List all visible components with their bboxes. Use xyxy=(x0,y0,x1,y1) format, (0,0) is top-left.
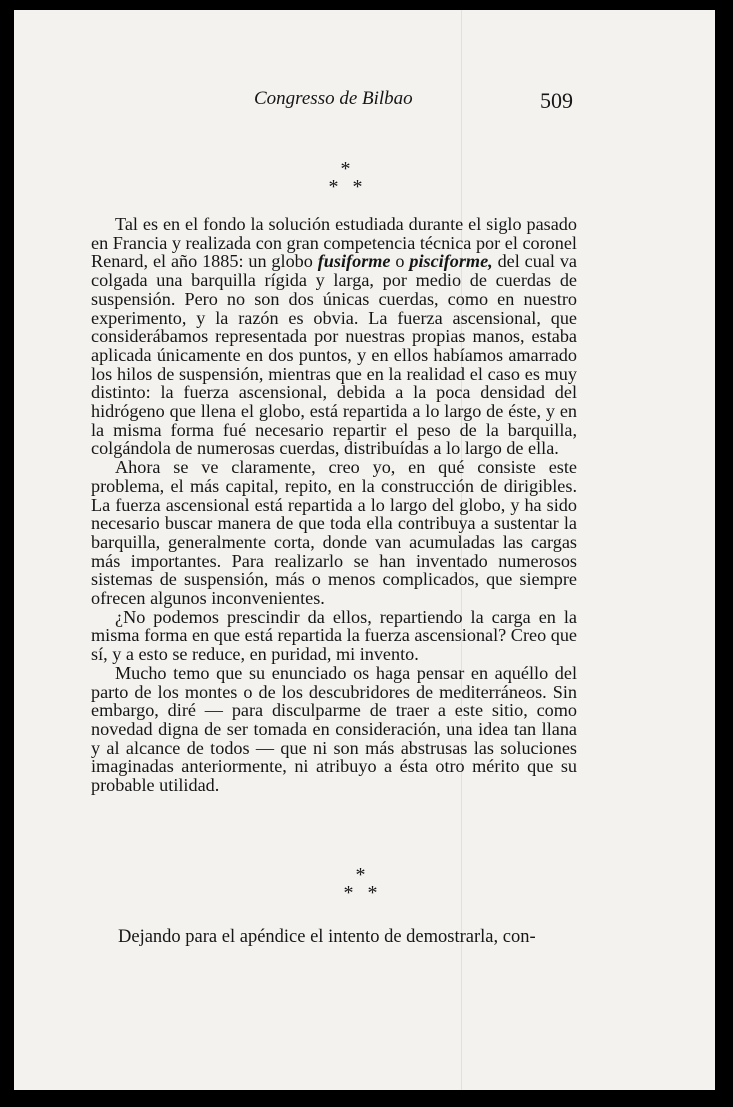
italic-term: fusiforme xyxy=(317,251,391,272)
italic-term: pisciforme, xyxy=(409,251,493,272)
asterism-top xyxy=(0,160,696,196)
asterism-star: * xyxy=(367,882,378,904)
body-text xyxy=(91,215,577,795)
asterism-star: * xyxy=(343,882,354,904)
asterism-star: * xyxy=(352,176,363,198)
asterism-star: * xyxy=(328,176,339,198)
paragraph-3: ¿No podemos prescindir da ellos, repartiendo la carga en la misma forma en que está repartida la fuerza ascensional? Creo que sí, y a esto se reduce, en puridad, mi invento. xyxy=(91,606,577,665)
running-title: Congresso de Bilbao xyxy=(254,88,413,109)
asterism-star: * xyxy=(355,864,366,886)
continuation-line: Dejando para el apéndice el intento de demostrarla, con- xyxy=(118,927,536,947)
paragraph-1: Tal es en el fondo la solución estudiada durante el siglo pasado en Francia y realizada con gran competencia técnica por el coronel Renard, el año 1885: un globo fusiforme o pisciforme, del cual va colgada una barquilla rígida y larga, por medio de cuerdas de suspensión. Pero no son dos únicas cuerdas, como en nuestro experimento, y la razón es obvia. La fuerza ascensional, que considerábamos representada por nuestras propias manos, estaba aplicada únicamente en dos puntos, y en ellos habíamos amarrado los hilos de suspensión, mientras que en la realidad el caso es muy distinto: la fuerza ascensional, debida a la poca densidad del hidrógeno que llena el globo, está repartida a lo largo de éste, y en la misma forma fué necesario repartir el peso de la barquilla, colgándola de numerosas cuerdas, distribuídas a lo largo de ella. xyxy=(91,214,578,459)
asterism-bottom xyxy=(10,866,711,902)
paragraph-4: Mucho temo que su enunciado os haga pensar en aquéllo del parto de los montes o de los descubridores de mediterráneos. Sin embargo, diré — para disculparme de traer a este sitio, como novedad digna de ser tomada en consideración, una idea tan llana y al alcance de todos — que ni son más abstrusas las soluciones imaginadas anteriormente, ni atribuyo a ésta otro mérito que su probable utilidad. xyxy=(91,662,577,796)
paragraph-2: Ahora se ve claramente, creo yo, en qué consiste este problema, el más capital, repito, en la construcción de dirigibles. La fuerza ascensional está repartida a lo largo del globo, y ha sido necesario buscar manera de que toda ella contribuya a sustentar la barquilla, generalmente corta, donde van acumuladas las cargas más importantes. Para realizarlo se han inventado numerosos sistemas de suspensión, más o menos complicados, que siempre ofrecen algunos inconvenientes. xyxy=(91,457,577,609)
asterism-star: * xyxy=(340,158,351,180)
page-number: 509 xyxy=(540,88,573,113)
book-page xyxy=(14,10,715,1090)
page-header xyxy=(14,88,715,118)
